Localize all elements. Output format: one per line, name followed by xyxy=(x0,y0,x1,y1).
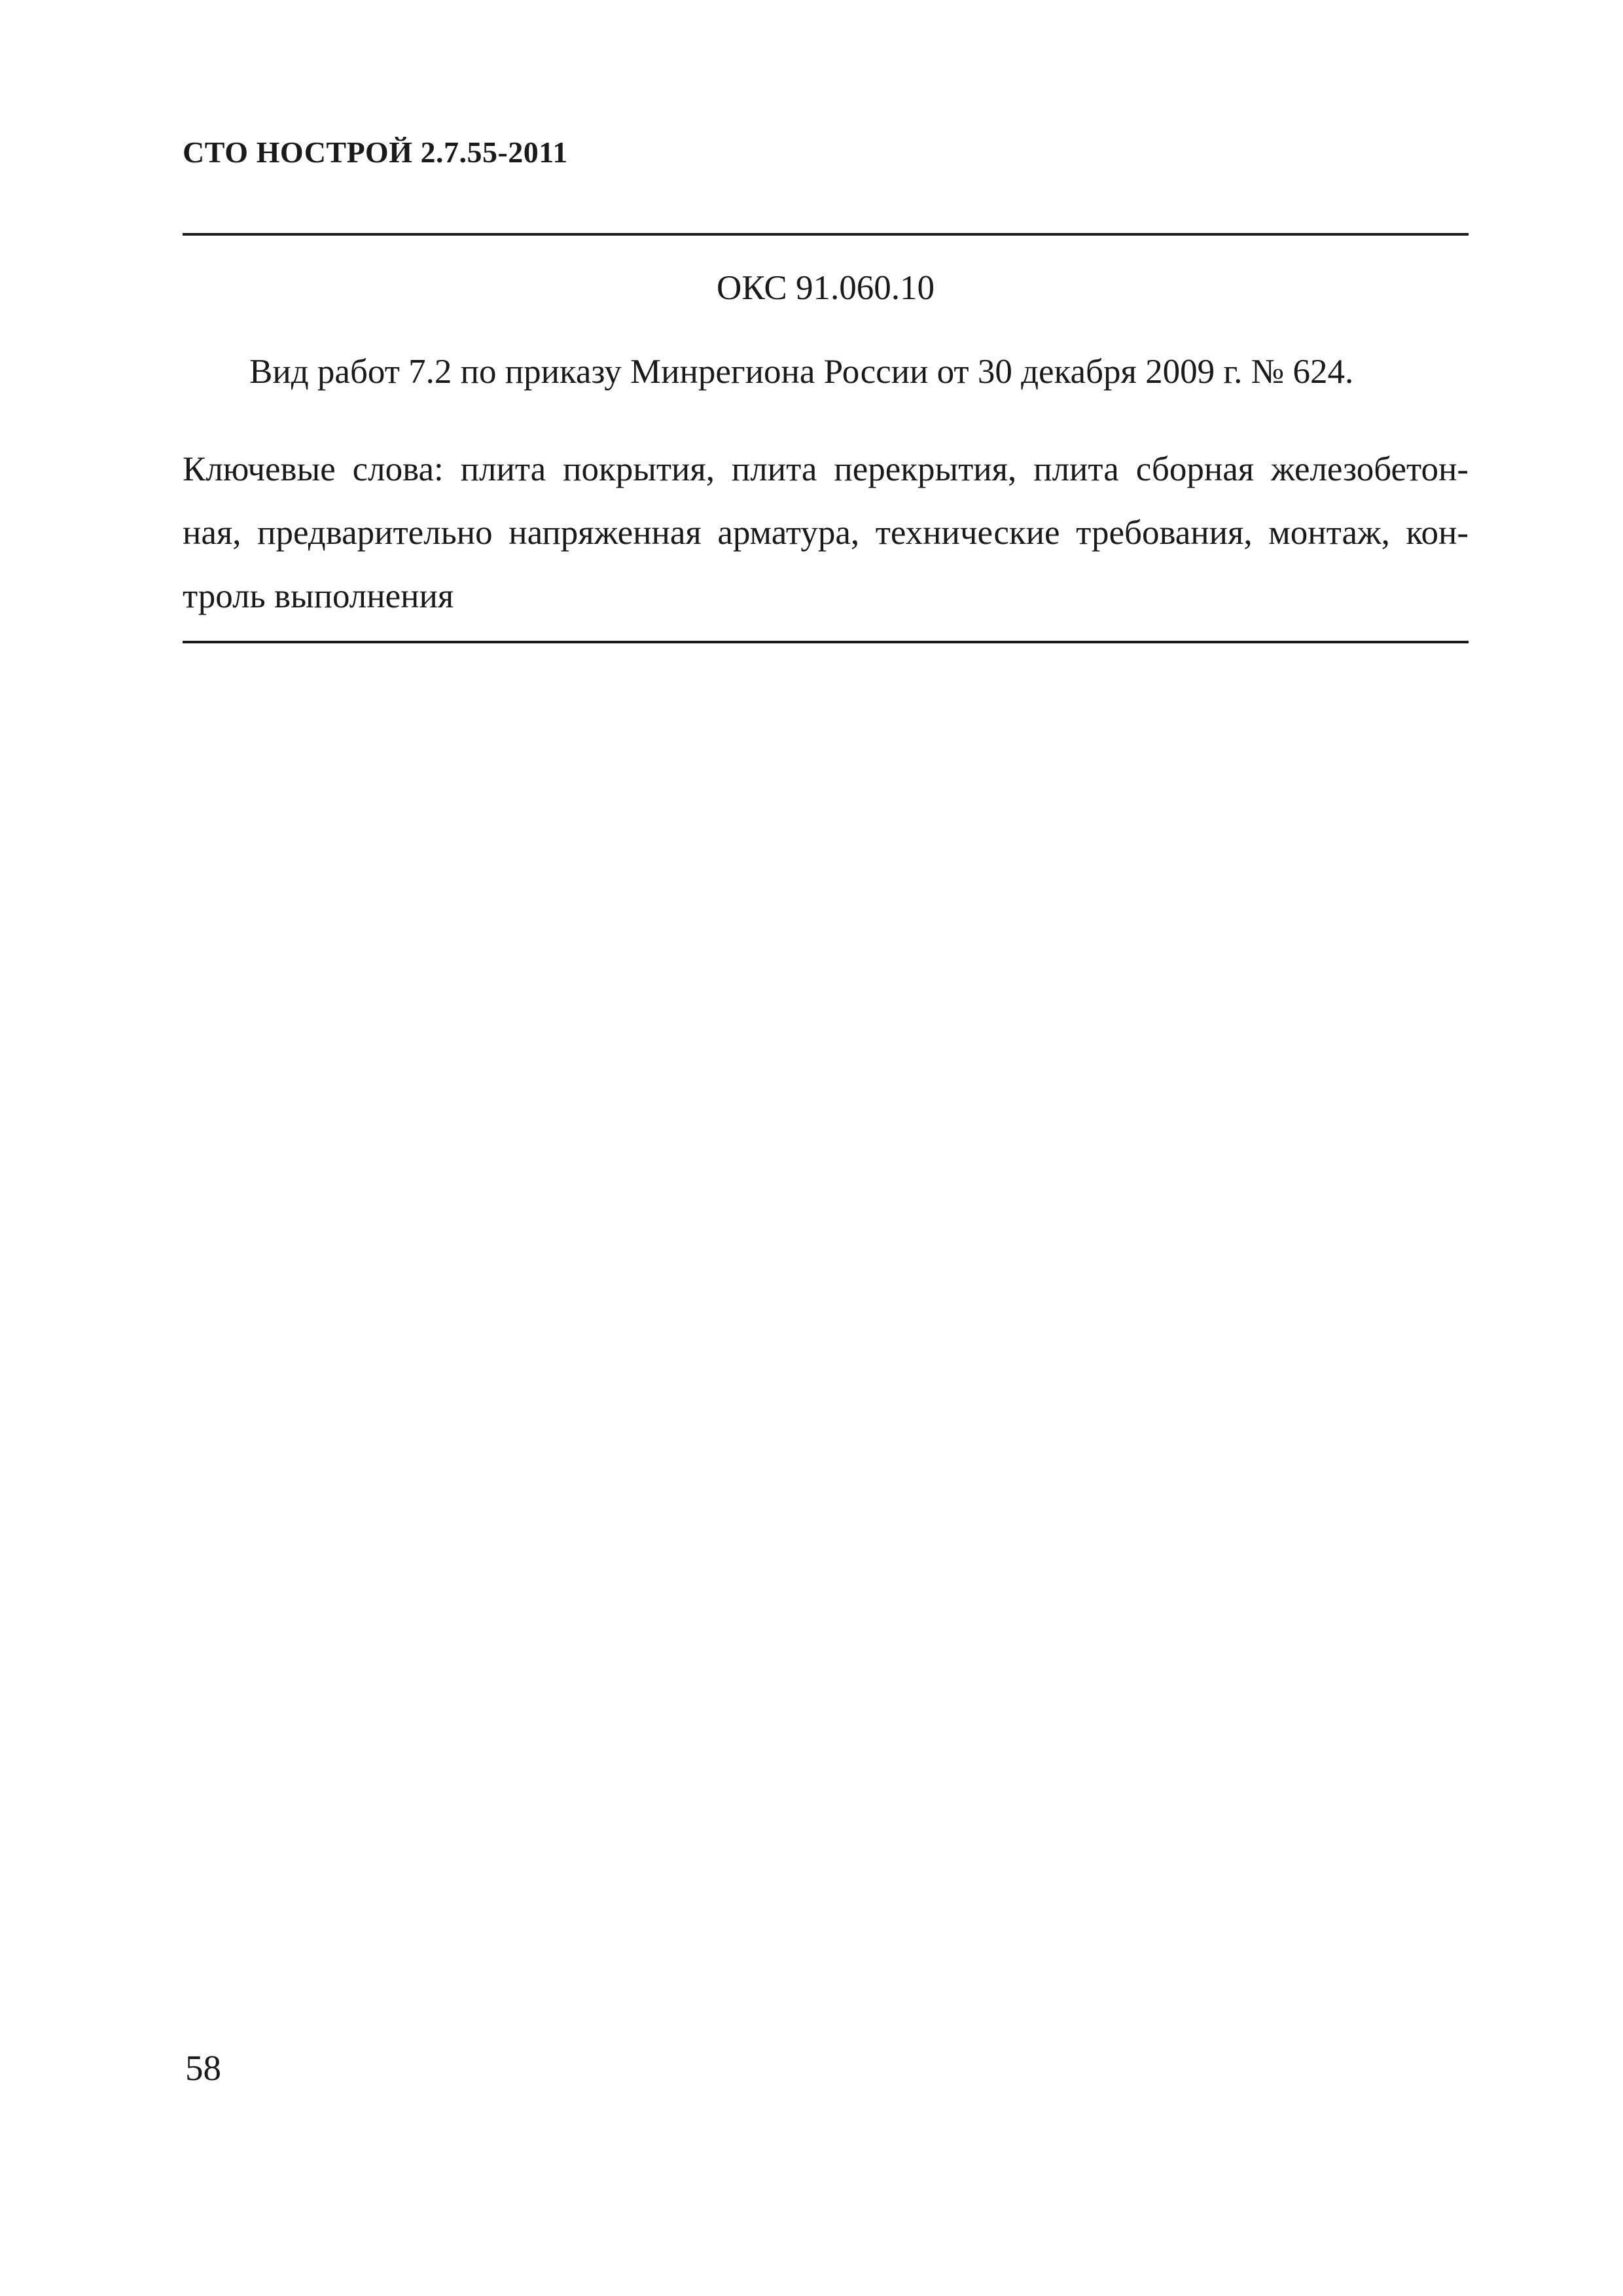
keywords-line-1: Ключевые слова: плита покрытия, плита перекрытия, плита сборная железобетон- xyxy=(183,450,1469,488)
keywords-line-2: ная, предварительно напряженная арматура, технические требования, монтаж, кон- xyxy=(183,514,1469,552)
top-divider xyxy=(183,233,1469,236)
bottom-divider xyxy=(183,641,1469,643)
page-number: 58 xyxy=(185,2048,221,2088)
keywords-line-3: троль выполнения xyxy=(183,577,454,615)
work-type-reference: Вид работ 7.2 по приказу Минрегиона России от 30 декабря 2009 г. № 624. xyxy=(249,353,1354,391)
keywords-paragraph xyxy=(183,438,1469,628)
oks-classification: ОКС 91.060.10 xyxy=(717,269,935,307)
document-code: СТО НОСТРОЙ 2.7.55-2011 xyxy=(183,135,568,169)
